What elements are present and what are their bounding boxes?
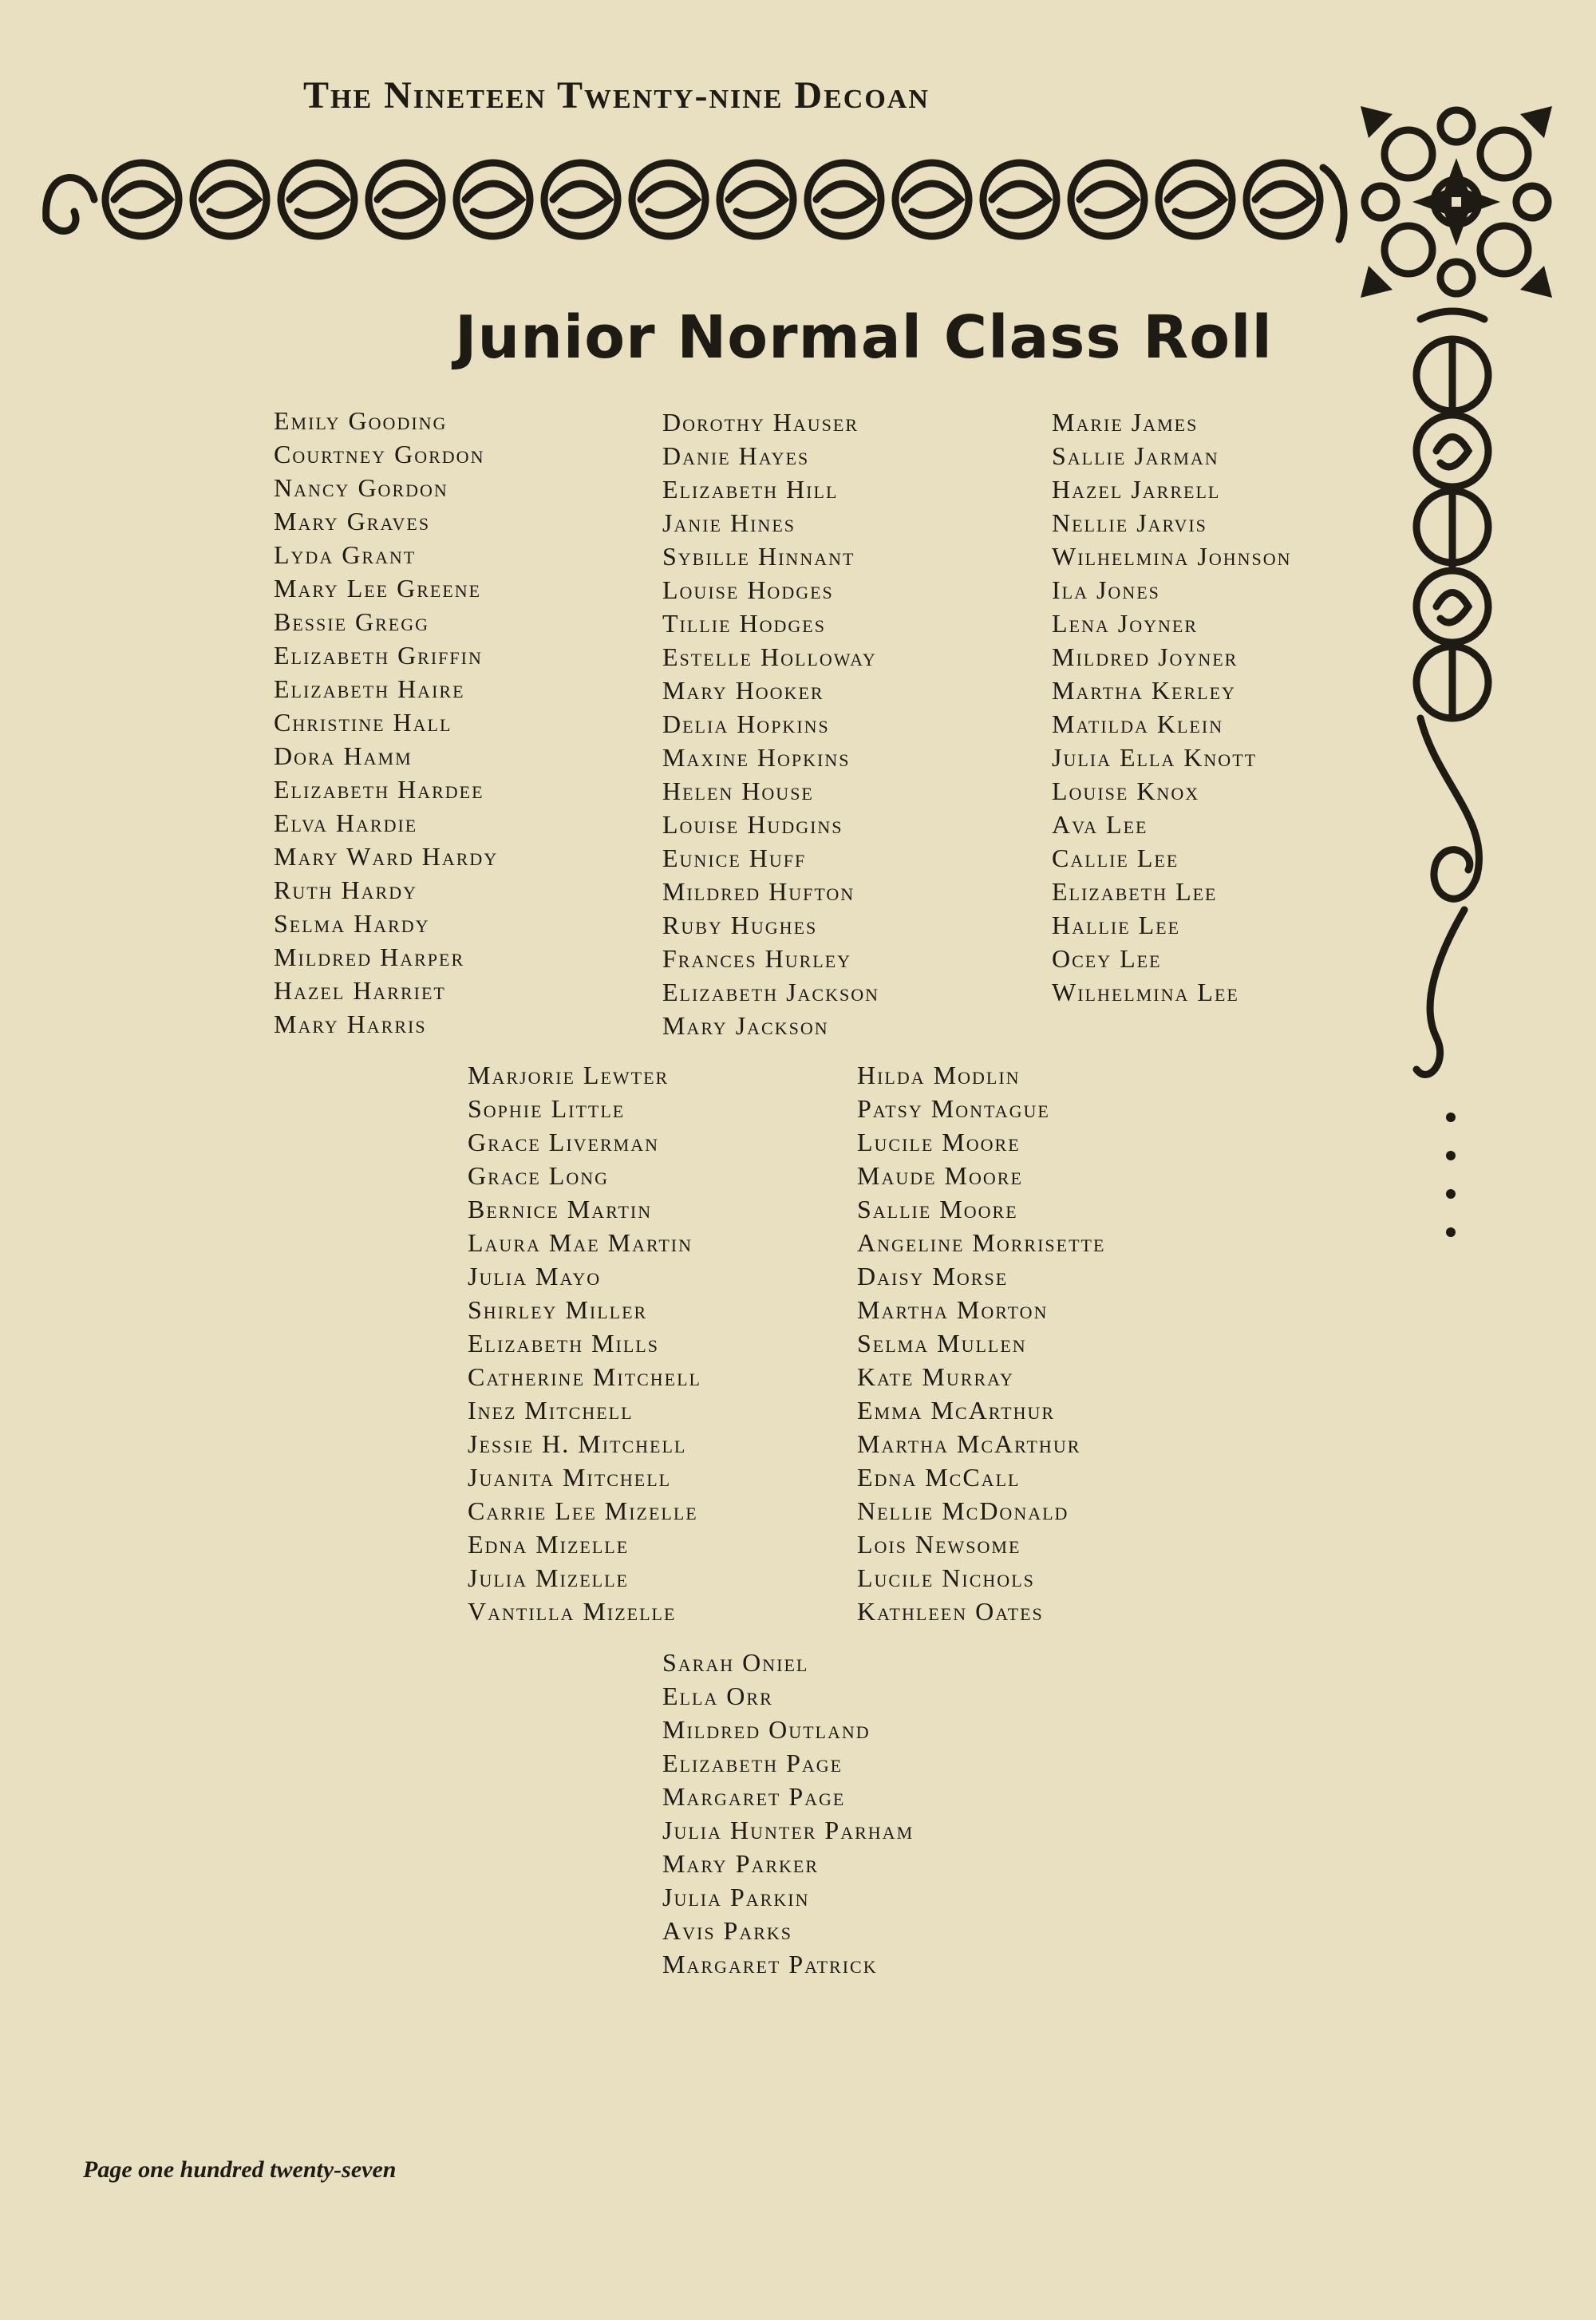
student-name: Janie Hines xyxy=(662,508,796,537)
student-name: Daisy Morse xyxy=(857,1262,1009,1290)
corner-ornament xyxy=(1357,102,1556,302)
student-name: Kathleen Oates xyxy=(857,1597,1044,1626)
student-name: Elizabeth Jackson xyxy=(662,978,879,1006)
student-name: Delia Hopkins xyxy=(662,709,830,738)
student-name: Elizabeth Mills xyxy=(468,1329,659,1358)
student-name: Elizabeth Haire xyxy=(274,674,465,703)
student-name: Callie Lee xyxy=(1052,844,1179,872)
student-name: Mary Harris xyxy=(274,1010,427,1038)
student-name: Sallie Moore xyxy=(857,1195,1018,1223)
student-name: Dorothy Hauser xyxy=(662,408,859,437)
student-name: Julia Mayo xyxy=(468,1262,602,1290)
student-name: Selma Hardy xyxy=(274,909,430,938)
student-name: Ruby Hughes xyxy=(662,911,818,939)
student-name: Emily Gooding xyxy=(274,406,448,435)
student-name: Elizabeth Page xyxy=(662,1749,843,1777)
student-name: Patsy Montague xyxy=(857,1094,1050,1123)
student-name: Lois Newsome xyxy=(857,1530,1021,1559)
student-name: Elizabeth Lee xyxy=(1052,877,1218,906)
student-name: Sybille Hinnant xyxy=(662,542,855,571)
student-name: Frances Hurley xyxy=(662,944,852,973)
student-name: Mary Hooker xyxy=(662,676,824,705)
student-name: Christine Hall xyxy=(274,708,452,737)
student-name: Nellie McDonald xyxy=(857,1496,1069,1525)
page-number-caption: Page one hundred twenty-seven xyxy=(83,2156,397,2183)
student-name: Edna Mizelle xyxy=(468,1530,630,1559)
student-name: Danie Hayes xyxy=(662,441,810,470)
student-name: Angeline Morrisette xyxy=(857,1228,1106,1257)
student-name: Lucile Moore xyxy=(857,1128,1021,1156)
student-name: Estelle Holloway xyxy=(662,642,877,671)
student-name: Ocey Lee xyxy=(1052,944,1162,973)
student-name: Inez Mitchell xyxy=(468,1396,634,1425)
student-name: Grace Liverman xyxy=(468,1128,659,1156)
student-name: Kate Murray xyxy=(857,1362,1014,1391)
name-column-4 xyxy=(468,1058,701,1628)
student-name: Elizabeth Griffin xyxy=(274,641,483,670)
student-name: Mildred Hufton xyxy=(662,877,855,906)
student-name: Ila Jones xyxy=(1052,575,1160,604)
student-name: Mary Parker xyxy=(662,1849,820,1878)
student-name: Martha Kerley xyxy=(1052,676,1236,705)
student-name: Lyda Grant xyxy=(274,540,417,569)
student-name: Grace Long xyxy=(468,1161,609,1190)
student-name: Elizabeth Hardee xyxy=(274,775,484,804)
student-name: Juanita Mitchell xyxy=(468,1463,672,1492)
student-name: Louise Knox xyxy=(1052,777,1200,805)
student-name: Nancy Gordon xyxy=(274,473,448,502)
student-name: Lena Joyner xyxy=(1052,609,1198,638)
student-name: Martha Morton xyxy=(857,1295,1049,1324)
student-name: Vantilla Mizelle xyxy=(468,1597,677,1626)
student-name: Elizabeth Hill xyxy=(662,475,839,504)
student-name: Hilda Modlin xyxy=(857,1061,1021,1089)
running-header-title: The Nineteen Twenty-nine Decoan xyxy=(303,74,930,117)
student-name: Courtney Gordon xyxy=(274,440,485,468)
student-name: Ella Orr xyxy=(662,1682,773,1710)
student-name: Julia Parkin xyxy=(662,1883,810,1911)
student-name: Tillie Hodges xyxy=(662,609,826,638)
student-name: Louise Hudgins xyxy=(662,810,843,839)
student-name: Julia Hunter Parham xyxy=(662,1816,915,1844)
student-name: Ava Lee xyxy=(1052,810,1148,839)
student-name: Hazel Harriet xyxy=(274,976,446,1005)
name-column-6 xyxy=(662,1646,914,1981)
student-name: Mary Lee Greene xyxy=(274,574,482,603)
student-name: Selma Mullen xyxy=(857,1329,1027,1358)
student-name: Maxine Hopkins xyxy=(662,743,851,772)
student-name: Martha McArthur xyxy=(857,1429,1081,1458)
student-name: Mildred Outland xyxy=(662,1715,871,1744)
student-name: Wilhelmina Lee xyxy=(1052,978,1239,1006)
student-name: Louise Hodges xyxy=(662,575,834,604)
student-name: Edna McCall xyxy=(857,1463,1021,1492)
student-name: Helen House xyxy=(662,777,814,805)
student-name: Sallie Jarman xyxy=(1052,441,1219,470)
student-name: Lucile Nichols xyxy=(857,1563,1035,1592)
student-name: Sarah Oniel xyxy=(662,1648,809,1677)
student-name: Bernice Martin xyxy=(468,1195,653,1223)
student-name: Mary Ward Hardy xyxy=(274,842,499,871)
name-column-2 xyxy=(662,405,879,1042)
student-name: Eunice Huff xyxy=(662,844,807,872)
name-column-5 xyxy=(857,1058,1105,1628)
student-name: Laura Mae Martin xyxy=(468,1228,693,1257)
student-name: Ruth Hardy xyxy=(274,875,418,904)
student-name: Julia Mizelle xyxy=(468,1563,629,1592)
student-name: Margaret Page xyxy=(662,1782,846,1811)
student-name: Jessie H. Mitchell xyxy=(468,1429,687,1458)
student-name: Julia Ella Knott xyxy=(1052,743,1258,772)
student-name: Marjorie Lewter xyxy=(468,1061,670,1089)
student-name: Margaret Patrick xyxy=(662,1950,878,1978)
student-name: Mildred Joyner xyxy=(1052,642,1238,671)
student-name: Avis Parks xyxy=(662,1916,793,1945)
student-name: Catherine Mitchell xyxy=(468,1362,701,1391)
student-name: Hallie Lee xyxy=(1052,911,1181,939)
student-name: Mary Graves xyxy=(274,507,431,536)
student-name: Elva Hardie xyxy=(274,808,418,837)
scroll-border-ornament xyxy=(38,152,1355,247)
vertical-scroll-ornament xyxy=(1404,303,1500,1261)
student-name: Carrie Lee Mizelle xyxy=(468,1496,698,1525)
student-name: Mary Jackson xyxy=(662,1011,829,1040)
student-name: Sophie Little xyxy=(468,1094,626,1123)
student-name: Bessie Gregg xyxy=(274,607,430,636)
student-name: Nellie Jarvis xyxy=(1052,508,1207,537)
student-name: Maude Moore xyxy=(857,1161,1023,1190)
student-name: Emma McArthur xyxy=(857,1396,1056,1425)
name-column-3 xyxy=(1052,405,1292,1009)
student-name: Marie James xyxy=(1052,408,1199,437)
student-name: Dora Hamm xyxy=(274,741,413,770)
student-name: Matilda Klein xyxy=(1052,709,1224,738)
student-name: Shirley Miller xyxy=(468,1295,648,1324)
student-name: Hazel Jarrell xyxy=(1052,475,1221,504)
name-column-1 xyxy=(274,404,498,1041)
student-name: Mildred Harper xyxy=(274,943,465,971)
page-title: Junior Normal Class Roll xyxy=(455,303,1273,372)
student-name: Wilhelmina Johnson xyxy=(1052,542,1292,571)
